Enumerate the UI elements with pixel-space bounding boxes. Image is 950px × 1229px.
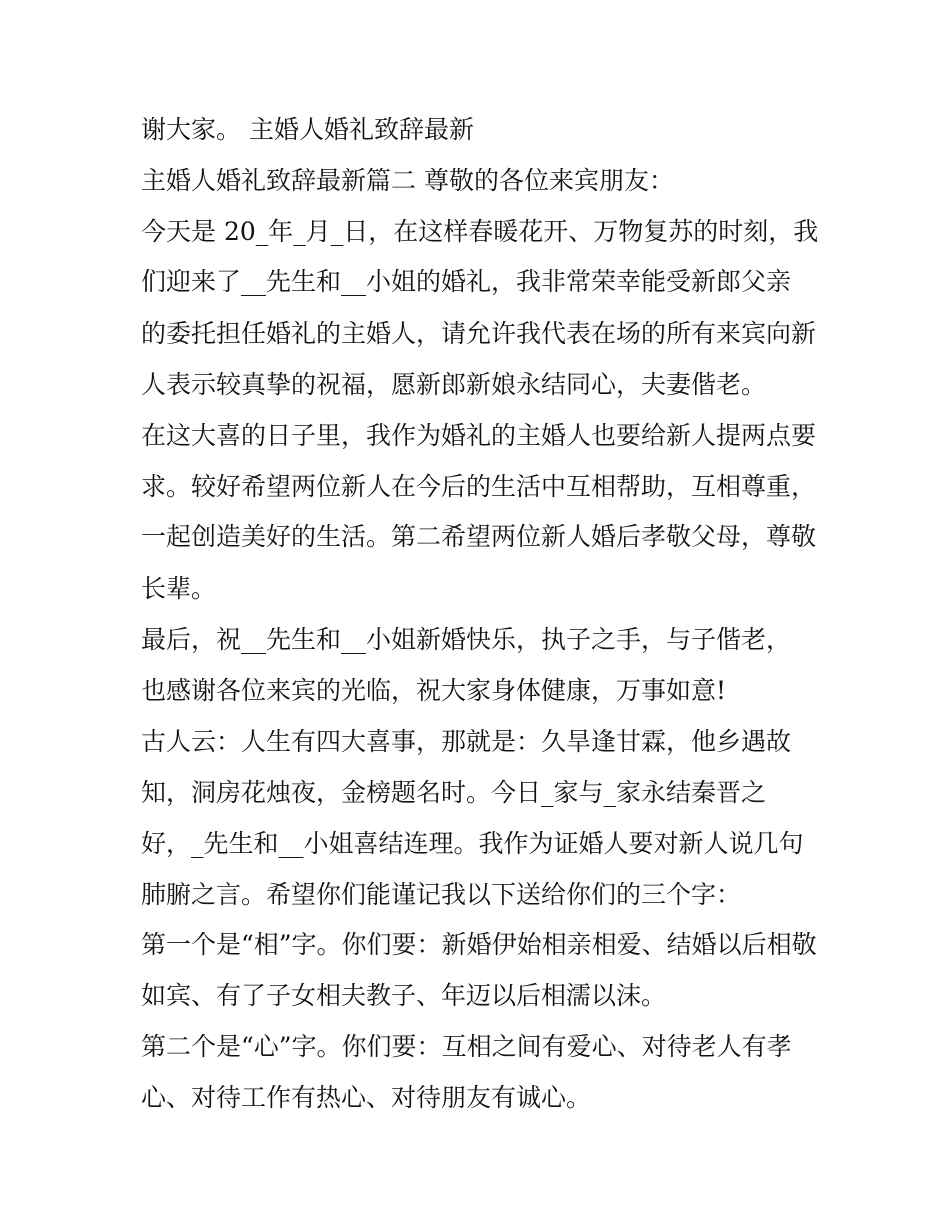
text-line-16: 肺腑之言。希望你们能谨记我以下送给你们的三个字： [141,880,742,909]
text-line-4: 们迎来了__先生和__小姐的婚礼，我非常荣幸能受新郎父亲 [141,267,792,296]
text-line-7: 在这大喜的日子里，我作为婚礼的主婚人也要给新人提两点要 [141,421,817,450]
text-line-6: 人表示较真挚的祝福，愿新郎新娘永结同心，夫妻偕老。 [141,370,767,399]
text-line-9: 一起创造美好的生活。第二希望两位新人婚后孝敬父母，尊敬 [141,522,817,551]
text-line-2: 主婚人婚礼致辞最新篇二 尊敬的各位来宾朋友： [141,166,674,195]
text-line-10: 长辈。 [141,574,217,603]
text-line-19: 第二个是“心”字。你们要：互相之间有爱心、对待老人有孝 [141,1032,792,1061]
text-line-1: 谢大家。 主婚人婚礼致辞最新 [141,115,474,144]
text-line-12: 也感谢各位来宾的光临，祝大家身体健康，万事如意! [141,676,727,705]
text-line-13: 古人云：人生有四大喜事，那就是：久旱逢甘霖，他乡遇故 [141,727,792,756]
text-line-15: 好，_先生和__小姐喜结连理。我作为证婚人要对新人说几句 [141,829,804,858]
text-line-3: 今天是 20_年_月_日，在这样春暖花开、万物复苏的时刻，我 [141,217,819,246]
text-line-18: 如宾、有了子女相夫教子、年迈以后相濡以沫。 [141,981,667,1010]
text-line-5: 的委托担任婚礼的主婚人，请允许我代表在场的所有来宾向新 [141,319,817,348]
text-line-14: 知，洞房花烛夜，金榜题名时。今日_家与_家永结秦晋之 [141,778,767,807]
text-line-20: 心、对待工作有热心、对待朋友有诚心。 [141,1083,592,1112]
text-line-17: 第一个是“相”字。你们要：新婚伊始相亲相爱、结婚以后相敬 [141,930,817,959]
text-line-11: 最后，祝__先生和__小姐新婚快乐，执子之手，与子偕老， [141,625,792,654]
text-line-8: 求。较好希望两位新人在今后的生活中互相帮助，互相尊重， [141,472,817,501]
